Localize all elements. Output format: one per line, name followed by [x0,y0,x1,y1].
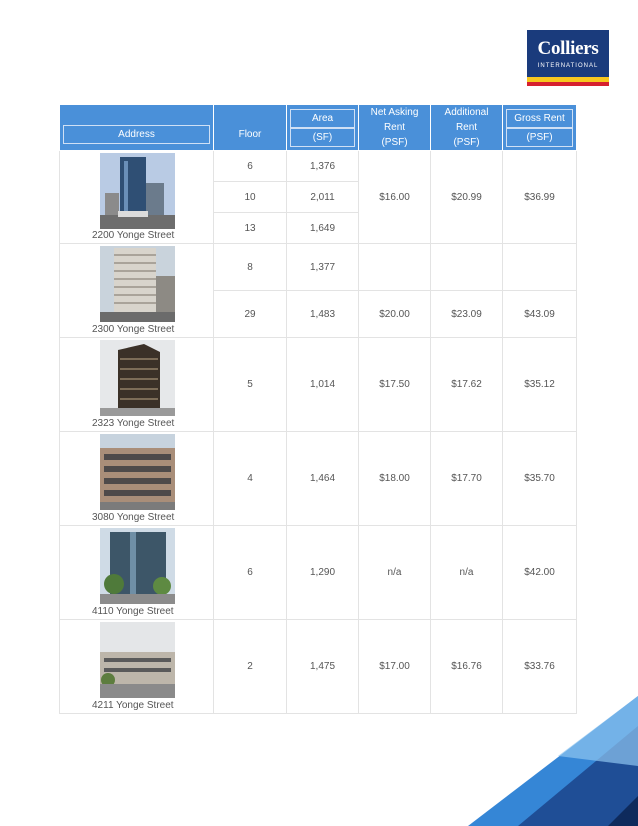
colliers-logo [527,30,609,86]
area-cell: 1,475 [287,620,359,714]
gross-rent-cell: $35.12 [503,338,577,432]
area-cell: 1,376 [287,151,359,182]
gross-rent-cell: $33.76 [503,620,577,714]
address-cell [60,432,214,526]
address-cell [60,151,214,244]
header-row [60,105,577,151]
address-cell [60,620,214,714]
listing-table [59,104,577,714]
header-net-rent [359,105,431,151]
address-cell [60,526,214,620]
net-rent-cell: $16.00 [359,151,431,244]
header-add-line1: Additional [444,107,489,118]
header-area-top: Area [290,109,355,128]
building-photo [100,528,175,604]
header-additional-rent [431,105,503,151]
gross-rent-cell: $36.99 [503,151,577,244]
building-photo [100,622,175,698]
logo-subtitle: INTERNATIONAL [537,63,599,69]
floor-cell: 6 [214,151,287,182]
floor-cell: 6 [214,526,287,620]
area-cell: 1,464 [287,432,359,526]
net-rent-cell: $18.00 [359,432,431,526]
additional-rent-cell: $23.09 [431,291,503,338]
additional-rent-cell: $16.76 [431,620,503,714]
table-row [60,432,577,526]
floor-cell: 10 [214,182,287,213]
floor-cell: 5 [214,338,287,432]
header-area-bottom: (SF) [290,128,355,147]
address-cell [60,244,214,338]
building-photo [100,434,175,510]
gross-rent-cell: $35.70 [503,432,577,526]
area-cell: 1,377 [287,244,359,291]
floor-cell: 29 [214,291,287,338]
table-row [60,526,577,620]
table-row [60,151,577,182]
floor-cell: 8 [214,244,287,291]
table-row [60,244,577,291]
address-label: 2300 Yonge Street [92,324,175,335]
header-area [287,105,359,151]
floor-cell: 4 [214,432,287,526]
header-gross-rent [503,105,577,151]
header-add-line2: Rent [455,122,478,133]
header-floor-label: Floor [238,129,262,140]
header-net-line3: (PSF) [381,137,408,148]
net-rent-cell: $20.00 [359,291,431,338]
logo-name: Colliers [537,38,599,59]
area-cell: 1,483 [287,291,359,338]
building-photo [100,246,175,322]
building-photo [100,340,175,416]
address-label: 2200 Yonge Street [92,230,175,241]
address-cell [60,338,214,432]
address-label: 2323 Yonge Street [92,418,175,429]
area-cell: 1,649 [287,213,359,244]
additional-rent-cell: n/a [431,526,503,620]
additional-rent-cell: $17.70 [431,432,503,526]
additional-rent-cell: $20.99 [431,151,503,244]
area-cell: 1,014 [287,338,359,432]
address-label: 3080 Yonge Street [92,512,175,523]
net-rent-cell: $17.00 [359,620,431,714]
area-cell: 2,011 [287,182,359,213]
floor-cell: 13 [214,213,287,244]
gross-rent-cell [503,244,577,291]
area-cell: 1,290 [287,526,359,620]
header-address-label: Address [63,125,210,144]
gross-rent-cell: $43.09 [503,291,577,338]
additional-rent-cell: $17.62 [431,338,503,432]
logo-stripe [527,77,609,82]
net-rent-cell: n/a [359,526,431,620]
corner-decoration [378,696,638,826]
net-rent-cell: $17.50 [359,338,431,432]
header-gross-top: Gross Rent [506,109,573,128]
table-row [60,338,577,432]
floor-cell: 2 [214,620,287,714]
address-label: 4110 Yonge Street [92,606,174,617]
header-gross-bottom: (PSF) [506,128,573,147]
building-photo [100,153,175,229]
additional-rent-cell [431,244,503,291]
header-net-line1: Net Asking [370,107,419,118]
header-add-line3: (PSF) [453,137,480,148]
gross-rent-cell: $42.00 [503,526,577,620]
header-address [60,105,214,151]
header-net-line2: Rent [383,122,406,133]
header-floor [214,105,287,151]
address-label: 4211 Yonge Street [92,700,174,711]
net-rent-cell [359,244,431,291]
